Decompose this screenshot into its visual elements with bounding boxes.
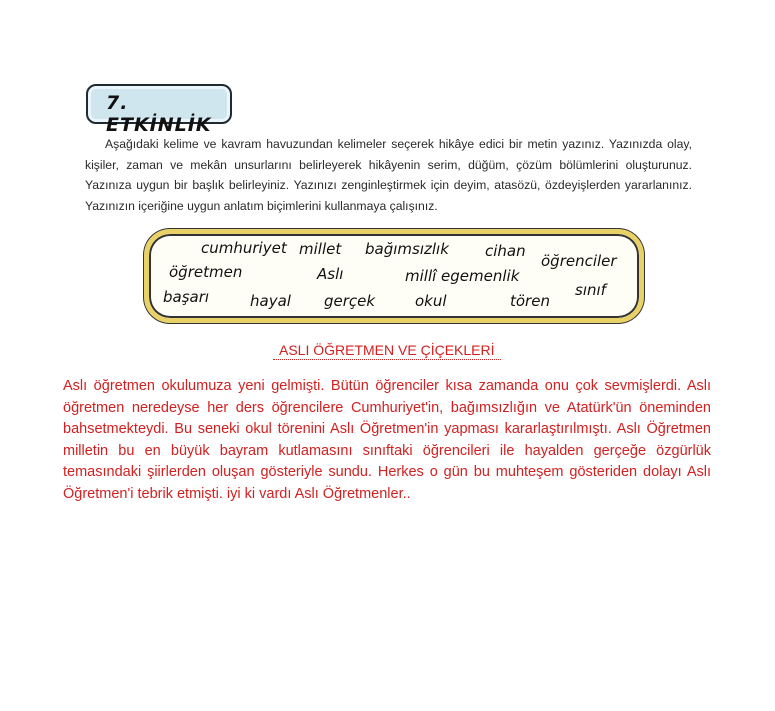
- instructions-text: Aşağıdaki kelime ve kavram havuzundan kelimeler seçerek hikâye edici bir metin yazınız. Yazınızda olay, kişiler, zaman ve mekân unsurlarını belirleyerek hikâyenin serim, düğüm, çözüm bölümlerini oluşturunuz. Yazınıza uygun bir başlık belirleyiniz. Yazınızı zenginleştirmek için deyim, atasözü, özdeyişlerden yararlanınız. Yazınızın içeriğine uygun anlatım biçimlerini kullanmaya çalışınız.: [85, 137, 692, 213]
- activity-badge: [86, 84, 232, 136]
- word-cihan: cihan: [485, 242, 526, 260]
- word-okul: okul: [415, 292, 447, 310]
- word-bagimsizlik: bağımsızlık: [365, 240, 449, 258]
- word-milli-egemenlik: millî egemenlik: [405, 267, 520, 285]
- word-pool-box: [144, 229, 644, 323]
- word-gercek: gerçek: [324, 292, 376, 310]
- word-basari: başarı: [163, 288, 210, 306]
- word-toren: tören: [510, 292, 550, 310]
- story-text: Aslı öğretmen okulumuza yeni gelmişti. Bütün öğrenciler kısa zamanda onu çok sevmişlerdi. Aslı öğretmen neredeyse her ders öğrencilere Cumhuriyet'in, bağımsızlığın ve Atatürk'ün öneminden bahsetmekteydi. Bu seneki okul törenini Aslı Öğretmen'in yapması kararlaştırılmıştı. Aslı Öğretmen milletin bu en büyük bayram kutlamasını sınıftaki öğrencileri ile hayalden gerçeğe özgürlük temasındaki şiirlerden oluşan gösteriyle sundu. Herkes o gün bu muhteşem gösteriden dolayı Aslı Öğretmen'i tebrik etmişti. iyi ki vardı Aslı Öğretmenler..: [63, 378, 711, 502]
- activity-label: 7. ETKİNLİK: [106, 92, 212, 136]
- word-sinif: sınıf: [575, 281, 606, 299]
- word-hayal: hayal: [250, 292, 291, 310]
- word-millet: millet: [299, 240, 342, 258]
- word-ogrenciler: öğrenciler: [541, 252, 617, 270]
- word-asli: Aslı: [317, 265, 344, 283]
- word-ogretmen: öğretmen: [169, 263, 243, 281]
- story-title: ASLI ÖĞRETMEN VE ÇİÇEKLERİ: [273, 342, 501, 360]
- word-cumhuriyet: cumhuriyet: [201, 239, 287, 257]
